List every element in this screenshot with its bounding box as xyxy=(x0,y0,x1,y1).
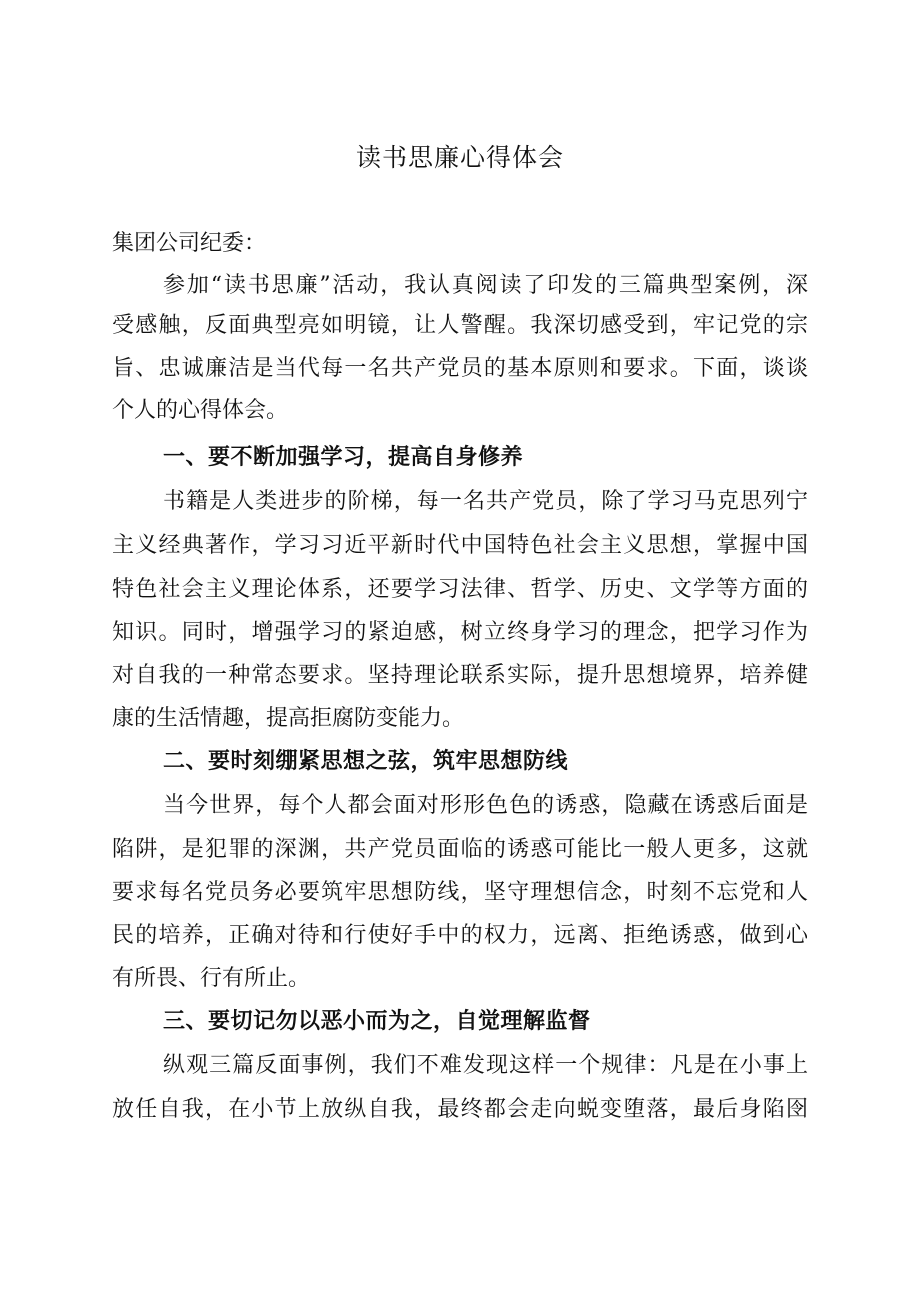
intro-line-3: 旨、忠诚廉洁是当代每一名共产党员的基本原则和要求。下面，谈谈 xyxy=(112,356,808,381)
section-heading-1: 一、要不断加强学习，提高自身修养 xyxy=(163,445,524,470)
section1-line-2: 主义经典著作，学习习近平新时代中国特色社会主义思想，掌握中国 xyxy=(112,533,808,558)
salutation: 集团公司纪委： xyxy=(112,231,267,256)
section2-line-2: 陷阱，是犯罪的深渊，共产党员面临的诱惑可能比一般人更多，这就 xyxy=(112,837,808,862)
section2-line-4: 民的培养，正确对待和行使好手中的权力，远离、拒绝诱惑，做到心 xyxy=(112,923,808,948)
section2-line-1: 当今世界，每个人都会面对形形色色的诱惑，隐藏在诱惑后面是 xyxy=(163,793,808,818)
section3-line-2: 放任自我，在小节上放纵自我，最终都会走向蜕变堕落，最后身陷囹 xyxy=(112,1097,808,1122)
section2-line-5: 有所畏、行有所止。 xyxy=(112,966,311,991)
section1-line-6: 康的生活情趣，提高拒腐防变能力。 xyxy=(112,706,465,731)
section2-line-3: 要求每名党员务必要筑牢思想防线，坚守理想信念，时刻不忘党和人 xyxy=(112,880,808,905)
section1-line-3: 特色社会主义理论体系，还要学习法律、哲学、历史、文学等方面的 xyxy=(112,577,808,602)
intro-line-2: 受感触，反面典型亮如明镜，让人警醒。我深切感受到，牢记党的宗 xyxy=(112,313,808,338)
document-title: 读书思廉心得体会 xyxy=(355,143,564,172)
intro-line-1: 参加“读书思廉”活动，我认真阅读了印发的三篇典型案例，深 xyxy=(163,273,808,298)
section1-line-5: 对自我的一种常态要求。坚持理论联系实际，提升思想境界，培养健 xyxy=(112,663,808,688)
section1-line-1: 书籍是人类进步的阶梯，每一名共产党员，除了学习马克思列宁 xyxy=(163,489,808,514)
section3-line-1: 纵观三篇反面事例，我们不难发现这样一个规律：凡是在小事上 xyxy=(163,1053,808,1078)
section-heading-3: 三、要切记勿以恶小而为之，自觉理解监督 xyxy=(163,1009,591,1034)
intro-line-4: 个人的心得体会。 xyxy=(112,398,289,423)
section1-line-4: 知识。同时，增强学习的紧迫感，树立终身学习的理念，把学习作为 xyxy=(112,620,808,645)
section-heading-2: 二、要时刻绷紧思想之弦，筑牢思想防线 xyxy=(163,749,569,774)
